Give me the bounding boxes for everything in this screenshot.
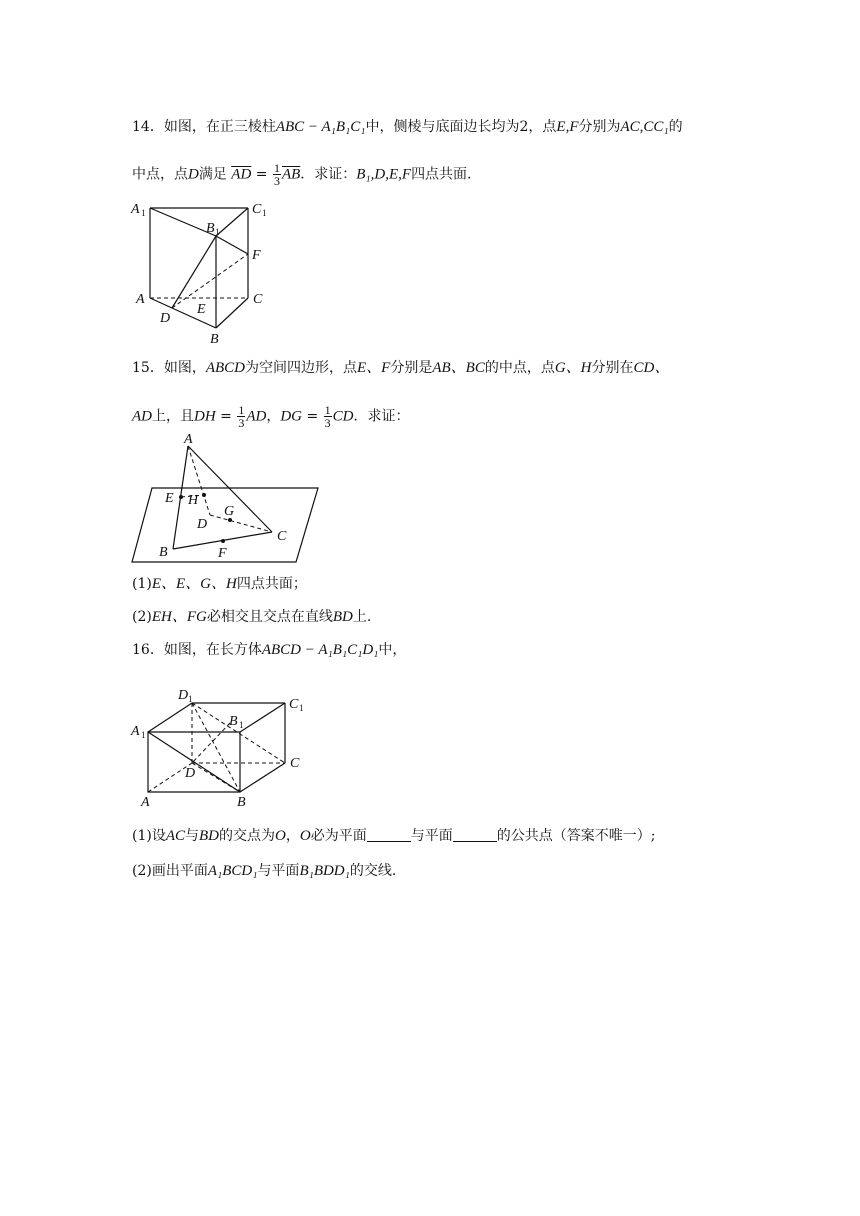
p15-fraction-2: $\frac{1}{3}$ [324, 403, 331, 430]
p15-text: 分别是 [390, 360, 433, 376]
label-a1: A [131, 724, 140, 739]
p16-number: 16．如图，在长方体 [132, 642, 262, 658]
p15-q2-bd: BD [332, 609, 353, 625]
label-b1: B [206, 221, 215, 236]
q-text: 上. [352, 609, 372, 625]
label-c1: C [289, 697, 299, 712]
label-b: B [237, 795, 246, 810]
p15-cd-expr-2: CD [332, 408, 354, 425]
p15-ef-expr: E、F [357, 360, 391, 376]
svg-text:1: 1 [299, 703, 304, 713]
p16-line-1 [132, 640, 406, 660]
label-b: B [210, 332, 219, 347]
p15-text: ．求证： [353, 408, 410, 425]
label-g: G [224, 504, 235, 519]
p14-text: 四点共面. [411, 166, 472, 183]
p15-abcd-expr: ABCD [205, 360, 245, 376]
label-f: F [252, 248, 261, 263]
label-b1: B [229, 714, 238, 729]
q-text: 四点共面； [236, 576, 307, 592]
p15-question-2 [132, 607, 371, 627]
q-text: ， [285, 828, 300, 844]
answer-blank-1[interactable] [367, 827, 411, 842]
p16-question-1 [132, 826, 655, 846]
label-a: A [141, 795, 150, 810]
q-text: 必为平面 [310, 828, 367, 844]
p15-line-1 [132, 358, 669, 378]
p15-line-2 [132, 404, 409, 429]
label-h: H [188, 493, 199, 508]
q-text: 与 [185, 828, 200, 844]
p16-plane-1: A₁BCD₁ [207, 863, 258, 879]
p16-question-2 [132, 861, 396, 881]
p15-question-1 [132, 574, 307, 594]
p16-bd: BD [199, 828, 220, 844]
label-e: E [197, 302, 206, 317]
p15-ad-expr-2: AD [246, 408, 267, 425]
q-text: 的交点为 [219, 828, 276, 844]
q-text: (2)画出平面 [132, 863, 208, 879]
label-c1: C [252, 202, 262, 217]
p15-number: 15．如图， [132, 360, 206, 376]
q-text: 与平面 [410, 828, 453, 844]
p15-text: 为空间四边形，点 [245, 360, 357, 376]
p14-prism-expr: ABC − A₁B₁C₁ [275, 119, 366, 135]
p14-d-expr: D [188, 166, 199, 183]
p14-equals: = [255, 166, 268, 183]
p16-text: 中， [378, 642, 407, 658]
label-e: E [165, 491, 174, 506]
p14-fraction: $\frac{1}{3}$ [273, 161, 280, 188]
p14-text: ．求证： [300, 166, 357, 183]
svg-text:1: 1 [262, 208, 267, 218]
p15-tetrahedron-figure [128, 428, 324, 566]
p16-o: O [275, 828, 286, 844]
q-text: 的公共点（答案不唯一）; [496, 828, 656, 844]
p15-cd-expr: CD、 [633, 360, 670, 376]
svg-text:1: 1 [188, 694, 193, 704]
p15-equals: = [220, 408, 232, 425]
p14-vector-ad: $\overline{AD}$ [231, 166, 252, 183]
q-text: 必相交且交点在直线 [206, 609, 333, 625]
label-a1: A [131, 202, 140, 217]
svg-text:1: 1 [215, 227, 220, 237]
q-text: 与平面 [257, 863, 300, 879]
p15-text: 上，且 [152, 408, 194, 425]
p15-ad-expr: AD [132, 408, 152, 425]
p14-prism-figure [128, 196, 278, 346]
label-d: D [197, 517, 208, 532]
p14-line-2 [132, 162, 472, 187]
p14-ef-expr: E,F [556, 119, 579, 135]
p15-q2-lines: EH、FG [151, 609, 207, 625]
q-number: (1) [132, 576, 152, 592]
p16-ac: AC [165, 828, 186, 844]
p14-text: 满足 [198, 166, 227, 183]
p15-text: 分别在 [591, 360, 634, 376]
label-d1: D [178, 688, 189, 703]
p15-gh-expr: G、H [554, 360, 592, 376]
label-a: A [136, 292, 145, 307]
label-b: B [159, 545, 168, 560]
svg-text:1: 1 [239, 720, 244, 730]
p14-points-expr: B₁,D,E,F [356, 166, 412, 183]
p14-text: 中，侧棱与底面边长均为2，点 [365, 119, 557, 135]
q-text: (1)设 [132, 828, 166, 844]
svg-text:1: 1 [141, 208, 146, 218]
p15-equals: = [306, 408, 319, 425]
label-c: C [277, 529, 287, 544]
svg-text:1: 1 [141, 730, 146, 740]
label-d: D [160, 311, 171, 326]
p14-number: 14． [132, 119, 164, 135]
label-c: C [290, 756, 300, 771]
p15-dh-expr: DH [194, 408, 216, 425]
p14-text: 的 [668, 119, 683, 135]
p14-vector-ab: $\overline{AB}$ [281, 166, 301, 183]
p14-text: 如图，在正三棱柱 [163, 119, 276, 135]
p16-plane-2: B₁BDD₁ [299, 863, 350, 879]
p16-cuboid-figure [128, 682, 318, 808]
q-text: 的交线. [349, 863, 397, 879]
p15-comma: ， [266, 408, 281, 425]
p14-ac-cc1-expr: AC,CC₁ [620, 119, 669, 135]
p15-fraction-1: $\frac{1}{3}$ [238, 403, 245, 430]
p16-box-expr: ABCD − A₁B₁C₁D₁ [261, 642, 379, 658]
q-number: (2) [132, 609, 152, 625]
p15-dg-expr: DG [280, 408, 302, 425]
label-c: C [253, 292, 263, 307]
label-d: D [185, 766, 196, 781]
p14-text: 分别为 [578, 119, 621, 135]
p15-q1-points: E、E、G、H [151, 576, 237, 592]
p15-text: 的中点，点 [484, 360, 555, 376]
p14-line-1 [132, 117, 683, 137]
p15-ab-bc-expr: AB、BC [432, 360, 485, 376]
p14-text: 中点，点 [132, 166, 188, 183]
label-a: A [184, 432, 193, 447]
p16-o: O [299, 828, 311, 844]
answer-blank-2[interactable] [453, 827, 497, 842]
label-f: F [218, 546, 227, 561]
